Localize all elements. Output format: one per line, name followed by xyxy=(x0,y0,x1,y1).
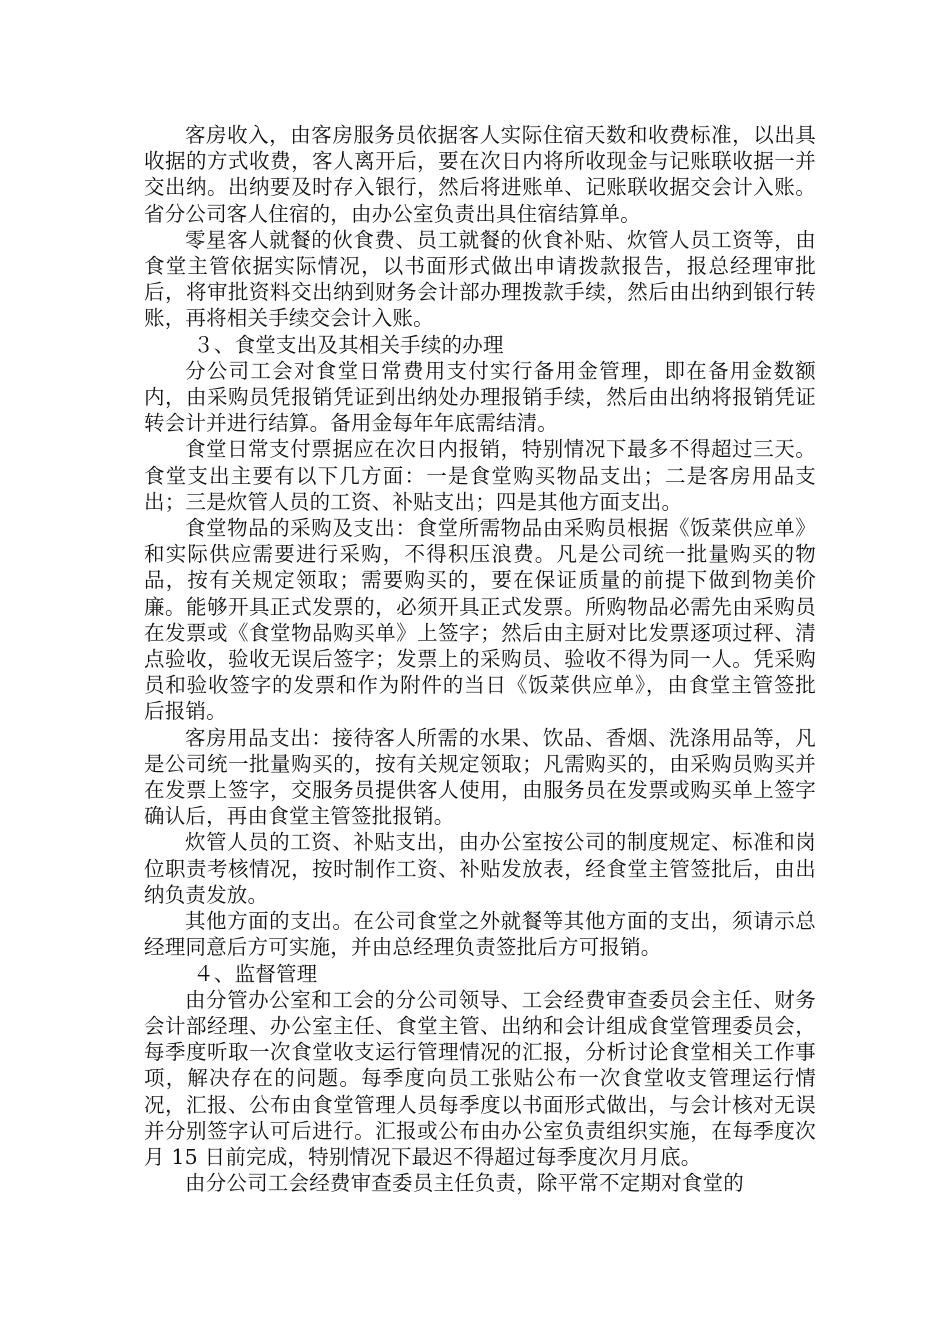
paragraph-purchasing: 食堂物品的采购及支出：食堂所需物品由采购员根据《饭菜供应单》和实际供应需要进行采购，不得积压浪费。凡是公司统一批量购买的物品，按有关规定领取；需要购买的，要在保证质量的前提下做到物美价廉。能够开具正式发票的，必须开具正式发票。所购物品必需先由采购员在发票或《食堂物品购买单》上签字；然后由主厨对比发票逐项过秤、清点验收，验收无误后签字；发票上的采购员、验收不得为同一人。凭采购员和验收签字的发票和作为附件的当日《饭菜供应单》，由食堂主管签批后报销。 xyxy=(144,516,816,724)
section-heading-canteen-expenses: ３、食堂支出及其相关手续的办理 xyxy=(193,332,504,357)
paragraph-management-committee: 由分管办公室和工会的分公司领导、工会经费审查委员会主任、财务会计部经理、办公室主任、食堂主管、出纳和会计组成食堂管理委员会，每季度听取一次食堂收支运行管理情况的汇报，分析讨论食堂相关工作事项，解决存在的问题。每季度向员工张贴公布一次食堂收支管理运行情况，汇报、公布由食堂管理人员每季度以书面形式做出，与会计核对无误并分别签字认可后进行。汇报或公布由办公室负责组织实施，在每季度次月 15 日前完成，特别情况下最迟不得超过每季度次月月底。 xyxy=(144,987,816,1169)
document-body xyxy=(144,122,816,1196)
paragraph-staff-wages: 炊管人员的工资、补贴支出，由办公室按公司的制度规定、标准和岗位职责考核情况，按时制作工资、补贴发放表，经食堂主管签批后，由出纳负责发放。 xyxy=(144,830,816,907)
section-heading-supervision: ４、监督管理 xyxy=(193,961,318,986)
paragraph-guest-room-supplies: 客房用品支出：接待客人所需的水果、饮品、香烟、洗涤用品等，凡是公司统一批量购买的，按有关规定领取；凡需购买的，由采购员购买并在发票上签字，交服务员提供客人使用，由服务员在发票或购买单上签字确认后，再由食堂主管签批报销。 xyxy=(144,725,816,829)
paragraph-other-expenses: 其他方面的支出。在公司食堂之外就餐等其他方面的支出，须请示总经理同意后方可实施，并由总经理负责签批后方可报销。 xyxy=(144,909,816,960)
paragraph-audit-committee: 由分公司工会经费审查委员主任负责，除平常不定期对食堂的 xyxy=(185,1171,744,1196)
paragraph-meal-fees: 零星客人就餐的伙食费、员工就餐的伙食补贴、炊管人员工资等，由食堂主管依据实际情况，以书面形式做出申请拨款报告，报总经理审批后，将审批资料交出纳到财务会计部办理拨款手续，然后由出纳到银行转账，再将相关手续交会计入账。 xyxy=(144,227,816,331)
paragraph-daily-receipts: 食堂日常支付票据应在次日内报销，特别情况下最多不得超过三天。食堂支出主要有以下几方面：一是食堂购买物品支出；二是客房用品支出；三是炊管人员的工资、补贴支出；四是其他方面支出。 xyxy=(144,437,816,514)
paragraph-room-income: 客房收入，由客房服务员依据客人实际住宿天数和收费标准，以出具收据的方式收费，客人离开后，要在次日内将所收现金与记账联收据一并交出纳。出纳要及时存入银行，然后将进账单、记账联收据交会计入账。省分公司客人住宿的，由办公室负责出具住宿结算单。 xyxy=(144,123,816,226)
paragraph-petty-cash: 分公司工会对食堂日常费用支付实行备用金管理，即在备用金数额内，由采购员凭报销凭证到出纳处办理报销手续，然后由出纳将报销凭证转会计并进行结算。备用金每年年底需结清。 xyxy=(144,358,816,436)
